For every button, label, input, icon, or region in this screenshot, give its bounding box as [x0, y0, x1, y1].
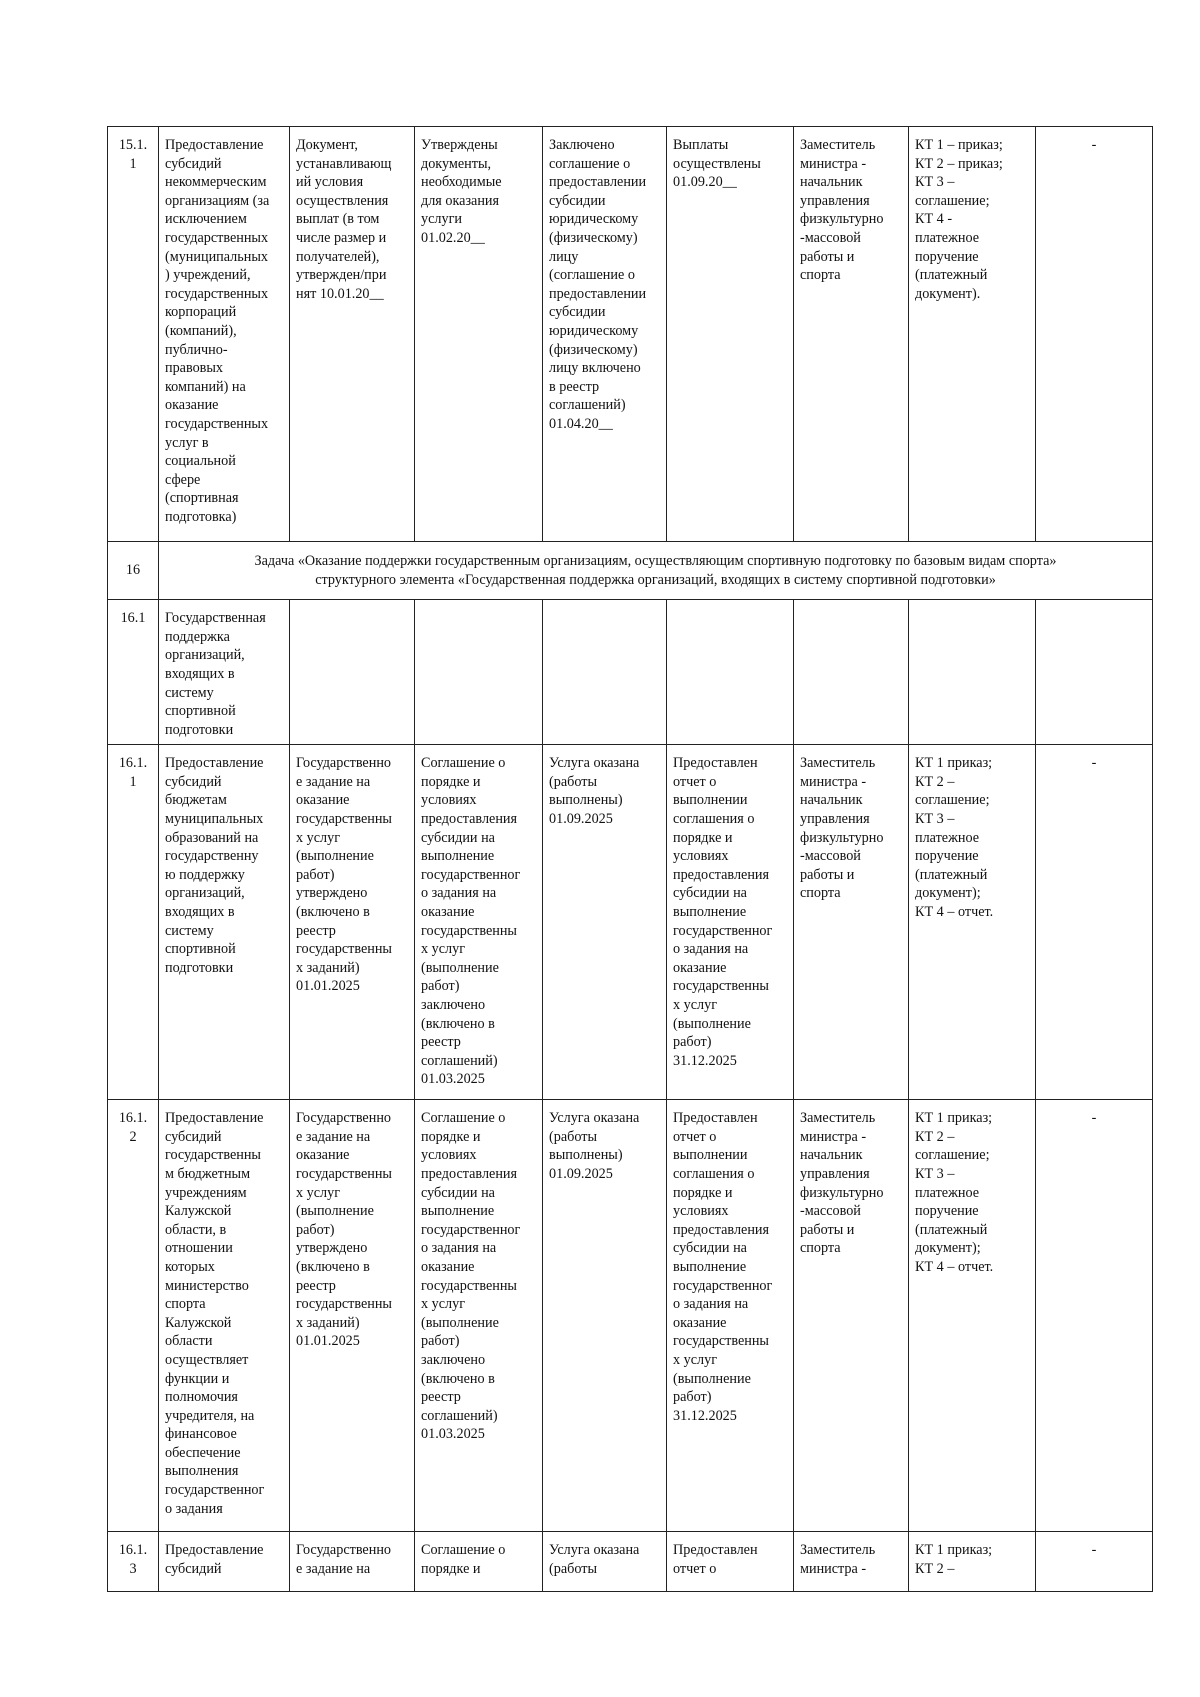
control-point-3: Заключено соглашение о предоставлении субсидии юридическому (физическому) лицу (соглашение о предоставлении субсидии юридическому (физическому) лицу включено в реестр соглашений) 01.04.20__ [543, 127, 667, 542]
event-name: Предоставление субсидий некоммерческим организациям (за исключением государственных (муниципальных ) учреждений, государственных корпораций (компаний), публично- правовых компаний) на оказание государственных услуг в социальной сфере (спортивная подготовка) [159, 127, 290, 542]
confirming-documents: КТ 1 приказ; КТ 2 – соглашение; КТ 3 – платежное поручение (платежный документ); КТ 4 – отчет. [909, 745, 1036, 1100]
empty-cell [909, 600, 1036, 745]
row-number: 15.1. 1 [108, 127, 159, 542]
last-column-value: - [1036, 127, 1153, 542]
control-point-4: Предоставлен отчет о [667, 1532, 794, 1592]
table-row [108, 127, 1153, 542]
table-row [108, 1100, 1153, 1532]
event-name: Государственная поддержка организаций, входящих в систему спортивной подготовки [159, 600, 290, 745]
control-point-3: Услуга оказана (работы выполнены) 01.09.2025 [543, 745, 667, 1100]
control-point-3: Услуга оказана (работы выполнены) 01.09.2025 [543, 1100, 667, 1532]
last-column-value: - [1036, 745, 1153, 1100]
row-number: 16.1 [108, 600, 159, 745]
row-number: 16.1. 2 [108, 1100, 159, 1532]
control-point-1: Государственно е задание на оказание государственны х услуг (выполнение работ) утверждено (включено в реестр государственны х заданий) 01.01.2025 [290, 745, 415, 1100]
table-row [108, 745, 1153, 1100]
event-name: Предоставление субсидий [159, 1532, 290, 1592]
empty-cell [290, 600, 415, 745]
control-point-4: Предоставлен отчет о выполнении соглашения о порядке и условиях предоставления субсидии на выполнение государственног о задания на оказание государственны х услуг (выполнение работ) 31.12.2025 [667, 745, 794, 1100]
empty-cell [543, 600, 667, 745]
last-column-value: - [1036, 1100, 1153, 1532]
control-point-2: Соглашение о порядке и условиях предоставления субсидии на выполнение государственног о задания на оказание государственны х услуг (выполнение работ) заключено (включено в реестр соглашений) 01.03.2025 [415, 745, 543, 1100]
control-point-2: Соглашение о порядке и условиях предоставления субсидии на выполнение государственног о задания на оказание государственны х услуг (выполнение работ) заключено (включено в реестр соглашений) 01.03.2025 [415, 1100, 543, 1532]
control-point-1: Государственно е задание на [290, 1532, 415, 1592]
responsible-person: Заместитель министра - начальник управления физкультурно -массовой работы и спорта [794, 745, 909, 1100]
control-point-1: Документ, устанавливающ ий условия осуществления выплат (в том числе размер и получателей), утвержден/при нят 10.01.20__ [290, 127, 415, 542]
confirming-documents: КТ 1 приказ; КТ 2 – соглашение; КТ 3 – платежное поручение (платежный документ); КТ 4 – отчет. [909, 1100, 1036, 1532]
event-name: Предоставление субсидий бюджетам муниципальных образований на государственну ю поддержку организаций, входящих в систему спортивной подготовки [159, 745, 290, 1100]
control-point-2: Утверждены документы, необходимые для оказания услуги 01.02.20__ [415, 127, 543, 542]
row-number: 16.1. 1 [108, 745, 159, 1100]
task-row [108, 542, 1153, 600]
row-number: 16.1. 3 [108, 1532, 159, 1592]
control-point-1: Государственно е задание на оказание государственны х услуг (выполнение работ) утверждено (включено в реестр государственны х заданий) 01.01.2025 [290, 1100, 415, 1532]
responsible-person: Заместитель министра - начальник управления физкультурно -массовой работы и спорта [794, 127, 909, 542]
empty-cell [794, 600, 909, 745]
responsible-person: Заместитель министра - начальник управления физкультурно -массовой работы и спорта [794, 1100, 909, 1532]
control-point-4: Предоставлен отчет о выполнении соглашения о порядке и условиях предоставления субсидии на выполнение государственног о задания на оказание государственны х услуг (выполнение работ) 31.12.2025 [667, 1100, 794, 1532]
confirming-documents: КТ 1 приказ; КТ 2 – [909, 1532, 1036, 1592]
responsible-person: Заместитель министра - [794, 1532, 909, 1592]
control-point-2: Соглашение о порядке и [415, 1532, 543, 1592]
table-row [108, 600, 1153, 745]
task-title: Задача «Оказание поддержки государственным организациям, осуществляющим спортивную подготовку по базовым видам спорта» структурного элемента «Государственная поддержка организаций, входящих в систему спортивной подготовки» [159, 542, 1153, 600]
empty-cell [1036, 600, 1153, 745]
confirming-documents: КТ 1 – приказ; КТ 2 – приказ; КТ 3 – соглашение; КТ 4 - платежное поручение (платежный документ). [909, 127, 1036, 542]
last-column-value: - [1036, 1532, 1153, 1592]
row-number: 16 [108, 542, 159, 600]
plan-table [107, 126, 1153, 1592]
table-row [108, 1532, 1153, 1592]
event-name: Предоставление субсидий государственны м бюджетным учреждениям Калужской области, в отношении которых министерство спорта Калужской области осуществляет функции и полномочия учредителя, на финансовое обеспечение выполнения государственног о задания [159, 1100, 290, 1532]
empty-cell [415, 600, 543, 745]
control-point-3: Услуга оказана (работы [543, 1532, 667, 1592]
control-point-4: Выплаты осуществлены 01.09.20__ [667, 127, 794, 542]
empty-cell [667, 600, 794, 745]
